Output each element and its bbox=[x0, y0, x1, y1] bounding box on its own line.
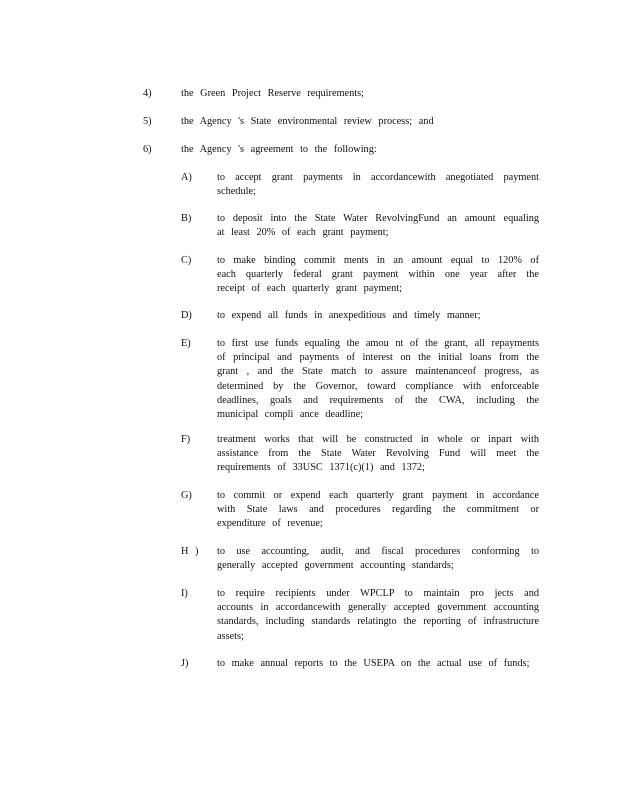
subitem-label: D) bbox=[181, 310, 192, 321]
subitem-label: H ) bbox=[181, 546, 199, 557]
item-text: the Agency 's State environmental review process; and bbox=[181, 116, 434, 127]
subitem-text: treatment works that will be constructed in whole or inpart with assistance from the State Water Revolving Fund will meet the requirements of 33USC 1371(c)(1) and 1372; bbox=[217, 434, 539, 474]
subitem-text: to accept grant payments in accordancewith anegotiated payment schedule; bbox=[217, 172, 539, 198]
subitem-label: B) bbox=[181, 213, 192, 224]
item-number: 4) bbox=[143, 88, 152, 99]
subitem-label: G) bbox=[181, 490, 192, 501]
subitem-label: A) bbox=[181, 172, 192, 183]
subitem-text: to use accounting, audit, and fiscal procedures conforming to generally accepted government accounting standards; bbox=[217, 546, 539, 572]
subitem-text: to make binding commit ments in an amount equal to 120% of each quarterly federal grant payment within one year after the receipt of each quarterly grant payment; bbox=[217, 255, 539, 295]
item-number: 6) bbox=[143, 144, 152, 155]
subitem-label: E) bbox=[181, 338, 191, 349]
subitem-text: to require recipients under WPCLP to maintain pro jects and accounts in accordancewith generally accepted government accounting standards, including standards relatingto the reporting of infrastructure assets; bbox=[217, 588, 539, 642]
subitem-text: to first use funds equaling the amou nt of the grant, all repayments of principal and payments of interest on the initial loans from the grant , and the State match to assure maintenanceof progress, as determined by the Governor, toward compliance with enforceable deadlines, goals and requirements of the CWA, including the municipal compli ance deadline; bbox=[217, 338, 539, 421]
subitem-label: F) bbox=[181, 434, 191, 445]
item-text: the Agency 's agreement to the following: bbox=[181, 144, 377, 155]
subitem-text: to deposit into the State Water RevolvingFund an amount equaling at least 20% of each grant payment; bbox=[217, 213, 539, 239]
subitem-text: to commit or expend each quarterly grant payment in accordance with State laws and procedures regarding the commitment or expenditure of revenue; bbox=[217, 490, 539, 530]
subitem-label: J) bbox=[181, 658, 189, 669]
subitem-text: to expend all funds in anexpeditious and timely manner; bbox=[217, 310, 481, 321]
item-text: the Green Project Reserve requirements; bbox=[181, 88, 364, 99]
subitem-text: to make annual reports to the USEPA on the actual use of funds; bbox=[217, 658, 530, 669]
item-number: 5) bbox=[143, 116, 152, 127]
subitem-label: C) bbox=[181, 255, 192, 266]
subitem-label: I) bbox=[181, 588, 188, 599]
